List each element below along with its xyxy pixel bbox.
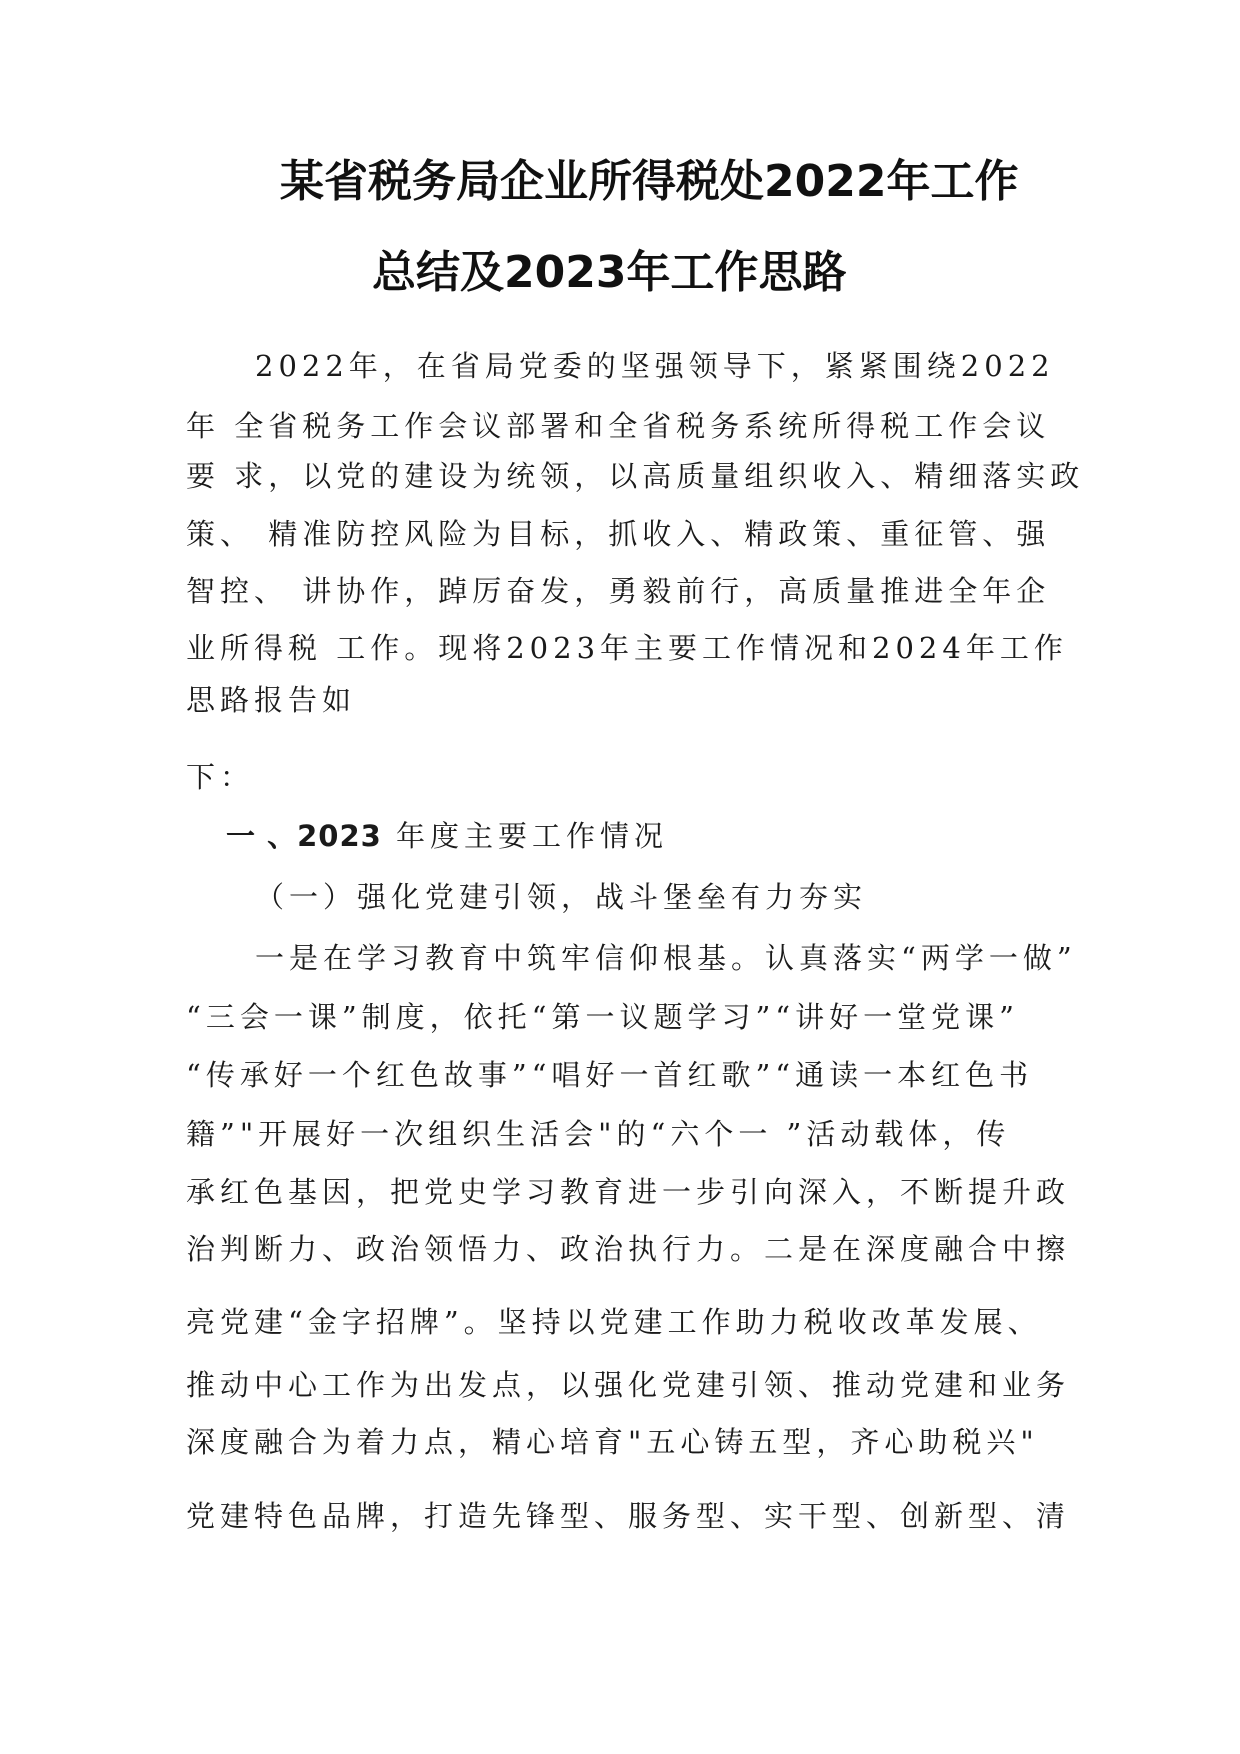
document-title-line-2: 总结及2023年工作思路 xyxy=(372,247,847,298)
intro-line-7: 思路报告如 xyxy=(186,683,357,717)
intro-line-8: 下： xyxy=(186,760,255,794)
intro-line-3: 要 求，以党的建设为统领，以高质量组织收入、精细落实政 xyxy=(186,459,1085,493)
body-line-10: 党建特色品牌，打造先锋型、服务型、实干型、创新型、清 xyxy=(186,1499,1071,1533)
body-line-8: 推动中心工作为出发点，以强化党建引领、推动党建和业务 xyxy=(186,1368,1071,1402)
body-line-7: 亮党建“金字招牌”。坚持以党建工作助力税收改革发展、 xyxy=(186,1305,1042,1339)
intro-line-6: 业所得税 工作。现将2023年主要工作情况和2024年工作 xyxy=(186,631,1068,665)
body-line-5: 承红色基因，把党史学习教育进一步引向深入，不断提升政 xyxy=(186,1175,1071,1209)
section-heading-text: 年度主要工作情况 xyxy=(381,819,669,853)
intro-line-1: 2022年，在省局党委的坚强领导下，紧紧围绕2022 xyxy=(255,349,1055,383)
subsection-heading: （一）强化党建引领，战斗堡垒有力夯实 xyxy=(255,880,868,914)
body-line-9: 深度融合为着力点，精心培育"五心铸五型，齐心助税兴" xyxy=(186,1425,1039,1459)
section-heading-prefix: 一 、 xyxy=(226,819,298,853)
section-heading-year: 2023 xyxy=(297,819,382,853)
intro-line-2: 年 全省税务工作会议部署和全省税务系统所得税工作会议 xyxy=(186,409,1051,443)
section-heading xyxy=(226,819,669,853)
intro-line-5: 智控、 讲协作，踔厉奋发，勇毅前行，高质量推进全年企 xyxy=(186,574,1051,608)
body-line-3: “传承好一个红色故事”“唱好一首红歌”“通读一本红色书 xyxy=(186,1058,1034,1092)
body-line-4: 籍”"开展好一次组织生活会"的“六个一 ”活动载体，传 xyxy=(186,1117,1011,1151)
body-line-6: 治判断力、政治领悟力、政治执行力。二是在深度融合中擦 xyxy=(186,1232,1071,1266)
body-line-2: “三会一课”制度，依托“第一议题学习”“讲好一堂党课” xyxy=(186,1000,1019,1034)
intro-line-4: 策、 精准防控风险为目标，抓收入、精政策、重征管、强 xyxy=(186,517,1051,551)
body-line-1: 一是在学习教育中筑牢信仰根基。认真落实“两学一做” xyxy=(255,941,1077,975)
document-title-line-1: 某省税务局企业所得税处2022年工作 xyxy=(280,156,1019,207)
